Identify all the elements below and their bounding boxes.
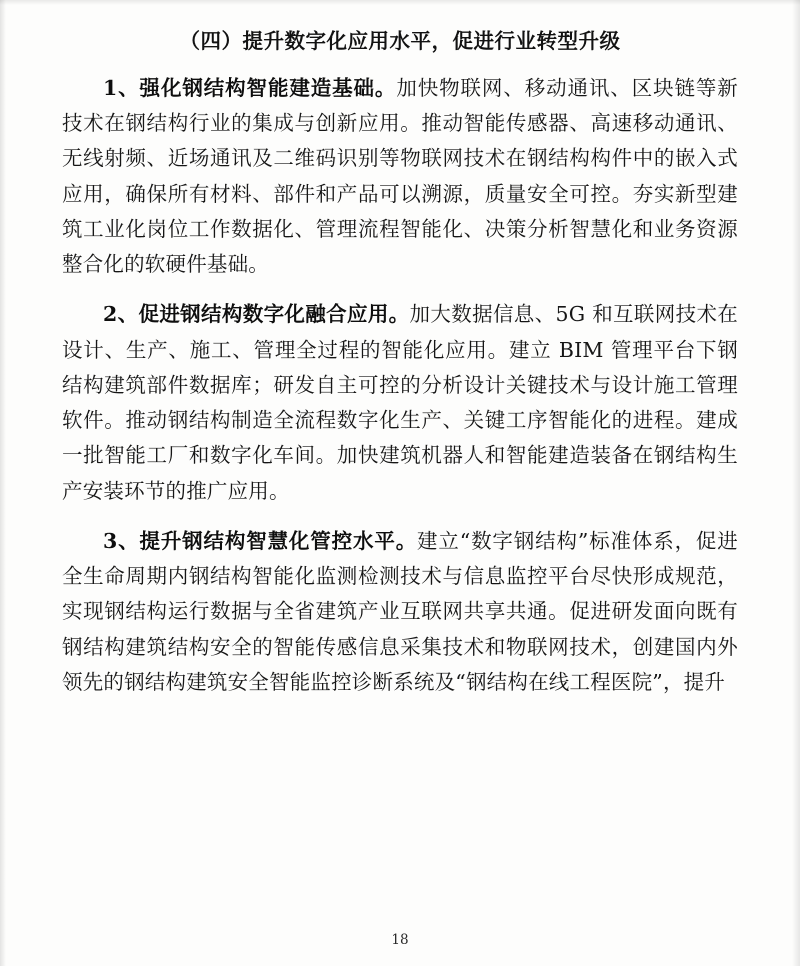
- page-title: （四）提升数字化应用水平，促进行业转型升级: [179, 29, 621, 53]
- paragraph-2-body: 加大数据信息、5G 和互联网技术在设计、生产、施工、管理全过程的智能化应用。建立 BIM 管理平台下钢结构建筑部件数据库；研发自主可控的分析设计关键技术与设计施工管理软件。推动钢结构制造全流程数字化生产、关键工序智能化的进程。建成一批智能工厂和数字化车间。加快建筑机器人和智能建造装备在钢结构生产安装环节的推广应用。: [62, 302, 739, 503]
- paragraph-2: [62, 297, 738, 509]
- paragraph-2-lead: 2、促进钢结构数字化融合应用。: [103, 302, 410, 327]
- paragraph-3: [62, 524, 738, 700]
- paragraph-3-lead: 3、提升钢结构智慧化管控水平。: [103, 528, 418, 553]
- page-number: 18: [391, 932, 409, 948]
- page-edge-shadow-left: [0, 0, 6, 966]
- paragraph-3-body: 建立“数字钢结构”标准体系，促进全生命周期内钢结构智能化监测检测技术与信息监控平台尽快形成规范，实现钢结构运行数据与全省建筑产业互联网共享共通。促进研发面向既有钢结构建筑结构安全的智能传感信息采集技术和物联网技术，创建国内外领先的钢结构建筑安全智能监控诊断系统及“钢结构在线工程医院”，提升: [62, 528, 738, 694]
- paragraph-1-lead: 1、强化钢结构智能建造基础。: [103, 75, 397, 100]
- paragraph-spacer: [62, 513, 738, 524]
- paragraph-spacer: [62, 286, 738, 297]
- page-edge-shadow-top: [0, 0, 800, 5]
- page-edge-shadow-right: [792, 0, 800, 966]
- paragraph-1-body: 加快物联网、移动通讯、区块链等新技术在钢结构行业的集成与创新应用。推动智能传感器、高速移动通讯、无线射频、近场通讯及二维码识别等物联网技术在钢结构构件中的嵌入式应用，确保所有材料、部件和产品可以溯源，质量安全可控。夯实新型建筑工业化岗位工作数据化、管理流程智能化、决策分析智慧化和业务资源整合化的软硬件基础。: [62, 75, 738, 276]
- paragraph-1: [62, 71, 738, 283]
